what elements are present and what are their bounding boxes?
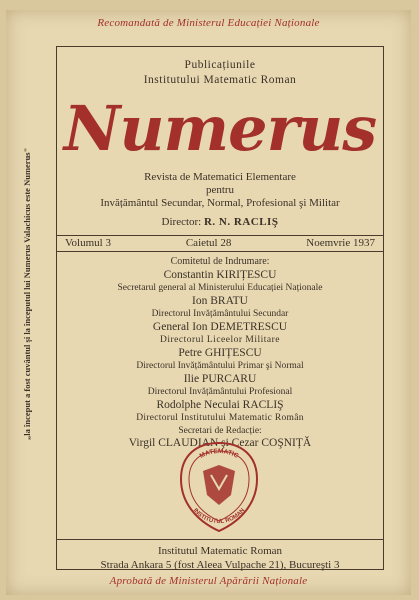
subtitle-line-1: Revista de Matematici Elementare xyxy=(144,171,296,183)
publication-line-1: Publicațiunile xyxy=(184,59,256,71)
seal-top-text: MATEMATIC xyxy=(198,447,240,460)
issue-date: Noemvrie 1937 xyxy=(306,237,375,249)
subtitle-line-3: Invățământul Secundar, Normal, Profesional şi Militar xyxy=(100,197,340,209)
committee-heading: Comitetul de Indrumare: xyxy=(170,256,270,267)
institute-seal-icon xyxy=(175,439,263,535)
member-name: Petre GHIȚESCU xyxy=(178,347,262,359)
cover-page xyxy=(6,10,411,595)
divider-bottom xyxy=(57,251,383,252)
svg-text:MATEMATIC xyxy=(199,448,240,460)
member-name: Ilie PURCARU xyxy=(183,373,257,385)
address-line-1: Institutul Matematic Roman xyxy=(157,545,283,557)
side-quote: „la început a fost cuvântul şi la începutul lui Numerus Valachicus este Numerus" xyxy=(22,147,32,440)
publication-line-2: Institutului Matematic Roman xyxy=(143,74,297,86)
director-label: Director: xyxy=(161,216,202,228)
member-name: Ion BRATU xyxy=(192,295,248,307)
svg-text:INSTITUTUL ROMAN xyxy=(192,508,246,525)
member-role: Directorul Invățământului Profesional xyxy=(147,387,293,397)
secretaries-heading: Secretari de Redacție: xyxy=(178,426,262,436)
seal-bottom-text: INSTITUTUL ROMAN xyxy=(191,507,247,526)
director-name: R. N. RACLIŞ xyxy=(203,216,279,228)
bottom-recommendation: Aprobată de Ministerul Apărării Naționale xyxy=(109,575,308,587)
member-role: Secretarul general al Ministerului Educației Naționale xyxy=(117,283,323,293)
member-role: Directorul Liceelor Militare xyxy=(159,335,281,345)
member-name: General Ion DEMETRESCU xyxy=(152,321,288,333)
member-name: Constantin KIRIȚESCU xyxy=(163,269,277,281)
divider-address xyxy=(57,539,383,540)
subtitle-line-2: pentru xyxy=(205,184,235,196)
member-role: Directorul Invățământului Primar şi Normal xyxy=(136,361,304,371)
issue-info xyxy=(65,237,375,249)
member-role: Directorul Institutului Matematic Român xyxy=(136,413,304,423)
issue-number: Caietul 28 xyxy=(185,237,232,249)
member-role: Directorul Invățământului Secundar xyxy=(151,309,289,319)
magazine-title: Numerus xyxy=(63,92,377,165)
top-recommendation: Recomandată de Ministerul Educației Naționale xyxy=(97,17,320,29)
divider-top xyxy=(57,235,383,236)
director-line xyxy=(57,216,383,228)
secretaries-names: Virgil CLAUDIAN şi Cezar COŞNIȚĂ xyxy=(128,437,312,449)
issue-volume: Volumul 3 xyxy=(65,237,111,249)
cover-frame xyxy=(56,46,384,570)
address-line-2: Strada Ankara 5 (fost Aleea Vulpache 21), Bucureşti 3 xyxy=(100,559,340,571)
member-name: Rodolphe Neculai RACLIŞ xyxy=(156,399,284,411)
